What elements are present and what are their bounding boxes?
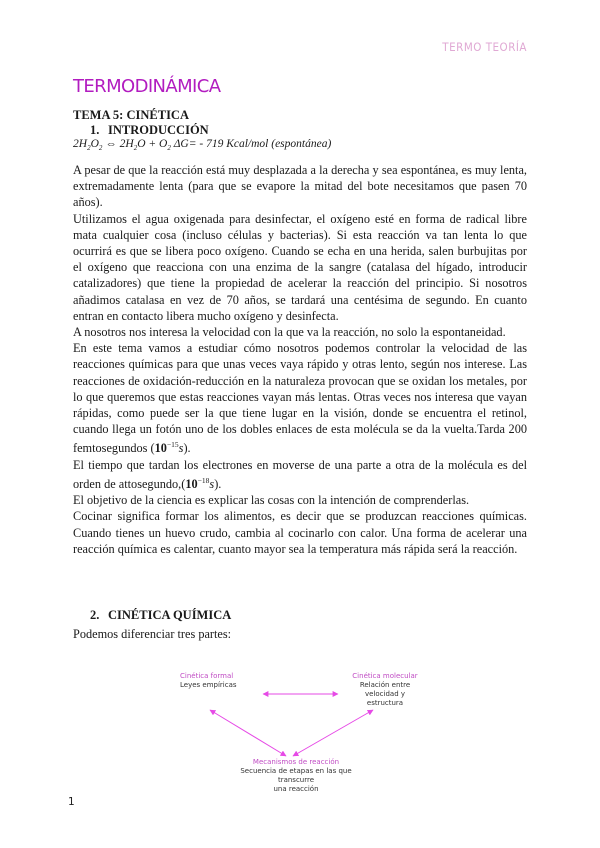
tema-heading: TEMA 5: CINÉTICA	[73, 108, 189, 122]
body-text	[73, 162, 527, 557]
paragraph: A nosotros nos interesa la velocidad con la que va la reacción, no solo la espontaneidad.	[73, 325, 506, 340]
paragraph: Utilizamos el agua oxigenada para desinfectar, el oxígeno esté en forma de radical libre mata cualquier cosa (incluso células y bacterias). Si esta reacción va tan lenta lo que ocurrirá es que se libera poco oxígeno. Cuando se echa en una herida, salen burbujitas por el oxígeno que reacciona con una enzima de la sangre (catalasa del hígado, introducir catalizadores) que tiene la propiedad de acelerar la reacción del principio. Si nosotros añadimos catalasa en vez de 70 años, se tardará una centésima de segundo. En cuanto entran en contacto libera mucho oxígeno y desinfecta.	[73, 211, 527, 323]
section-title: INTRODUCCIÓN	[108, 123, 209, 137]
reaction-equation: $2H_2O_2$ ⇔ $2H_2O + O_2$ ΔG= - 719 Kcal/mol (espontánea)	[73, 138, 332, 152]
page-title: TERMODINÁMICA	[73, 76, 221, 97]
node-cinetica-molecular: Cinética molecular Relación entre velocidad y estructura	[352, 672, 418, 707]
paragraph: A pesar de que la reacción está muy desplazada a la derecha y sea espontánea, es muy lenta, extremadamente lenta (para que se evapore la mitad del bote necesitamos que pasen 70 años).	[73, 163, 527, 210]
intro-text: Podemos diferenciar tres partes:	[73, 627, 232, 641]
paragraph: El tiempo que tardan los electrones en moverse de una parte a otra de la molécula es del orden de $attosegundo,(10^{-18}s)$.	[73, 457, 527, 492]
section-title: CINÉTICA QUÍMICA	[108, 608, 232, 622]
paragraph: En este tema vamos a estudiar cómo nosotros podemos controlar la velocidad de las reacciones químicas para que unas veces vaya rápido y otras lento, según nos interese. Las reacciones de oxidación-reducción en la naturaleza provocan que se oxidan los metales, por lo que queremos que estas reacciones vayan más lentas. Otras veces nos interesa que vayan rápidas, como puede ser la que tiene lugar en la visión, donde se encuentra el retinol, cuando llega un fotón uno de los dobles enlaces de esta molécula se da la vuelta.Tarda 200 femtosegundos $(10^{-15}s)$.	[73, 341, 527, 456]
arrow-mechanisms-formal	[210, 710, 286, 756]
node-mecanismos: Mecanismos de reacción Secuencia de etapas en las que transcurre una reacción	[240, 758, 352, 793]
section-heading-introduccion	[90, 123, 209, 138]
paragraph: Cocinar significa formar los alimentos, es decir que se produzcan reacciones químicas. Cuando tienes un huevo crudo, cambia al cocinarlo con calor. Una forma de acelerar una reacción química es calentar, cuanto mayor sea la temperatura más rápida será la reacción.	[73, 509, 527, 556]
page-number: 1	[68, 796, 75, 808]
node-cinetica-formal: Cinética formal Leyes empíricas	[180, 672, 237, 689]
section-number: 1.	[90, 123, 100, 137]
arrow-mechanisms-molecular	[293, 710, 373, 756]
section-heading-cinetica-quimica	[90, 608, 231, 623]
header-section-label: TERMO TEORÍA	[442, 40, 527, 54]
section-number: 2.	[90, 608, 100, 622]
kinetics-diagram	[168, 670, 428, 793]
paragraph: El objetivo de la ciencia es explicar las cosas con la intención de comprenderlas.	[73, 493, 470, 508]
